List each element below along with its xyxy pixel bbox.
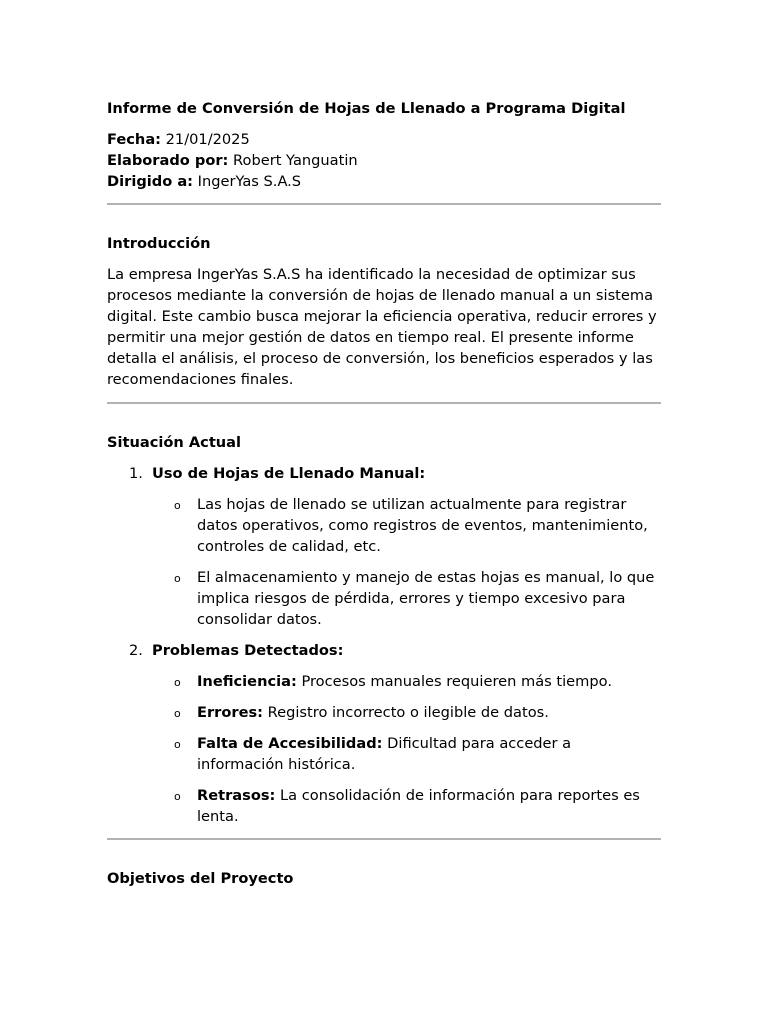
sub-list-item: [107, 494, 661, 557]
list-number: 2.: [129, 642, 143, 659]
sub-item-text: Procesos manuales requieren más tiempo.: [296, 673, 612, 690]
situation-list: [107, 463, 661, 827]
bullet-icon: o: [174, 676, 181, 689]
sub-item-bold: Errores:: [197, 704, 264, 721]
sub-list: [152, 494, 661, 630]
sub-list: [152, 671, 661, 827]
list-number: 1.: [129, 465, 143, 482]
list-item-label: Problemas Detectados:: [152, 642, 344, 659]
situation-item-problems: [107, 640, 661, 827]
sub-item-text: Registro incorrecto o ilegible de datos.: [263, 704, 549, 721]
sub-item-text: Las hojas de llenado se utilizan actualmente para registrar datos operativos, como registros de eventos, mantenimiento, controles de calidad, etc.: [197, 496, 648, 555]
meta-author-value: Robert Yanguatin: [228, 152, 358, 169]
sub-list-item: [107, 567, 661, 630]
sub-item-text: La consolidación de información para reportes es lenta.: [197, 787, 640, 825]
sub-item-text: El almacenamiento y manejo de estas hojas es manual, lo que implica riesgos de pérdida, errores y tiempo excesivo para consolidar datos.: [197, 569, 655, 628]
list-item-label: Uso de Hojas de Llenado Manual:: [152, 465, 426, 482]
section-divider: [107, 838, 661, 840]
meta-date-label: Fecha:: [107, 131, 161, 148]
meta-recipient-value: IngerYas S.A.S: [193, 173, 302, 190]
bullet-icon: o: [174, 738, 181, 751]
meta-recipient: [107, 171, 661, 192]
meta-recipient-label: Dirigido a:: [107, 173, 194, 190]
meta-author-label: Elaborado por:: [107, 152, 229, 169]
objectives-heading: Objetivos del Proyecto: [107, 870, 294, 887]
sub-list-item: [107, 671, 661, 692]
sub-item-text: Dificultad para acceder a información histórica.: [197, 735, 572, 773]
intro-paragraph: La empresa IngerYas S.A.S ha identificado la necesidad de optimizar sus procesos mediante la conversión de hojas de llenado manual a un sistema digital. Este cambio busca mejorar la eficiencia operativa, reducir errores y permitir una mejor gestión de datos en tiempo real. El presente informe detalla el análisis, el proceso de conversión, los beneficios esperados y las recomendaciones finales.: [107, 266, 657, 388]
bullet-icon: o: [174, 572, 181, 585]
document-content: [107, 98, 661, 889]
sub-item-bold: Falta de Accesibilidad:: [197, 735, 383, 752]
document-title: Informe de Conversión de Hojas de Llenado a Programa Digital: [107, 100, 626, 117]
meta-date-value: 21/01/2025: [161, 131, 250, 148]
bullet-icon: o: [174, 707, 181, 720]
meta-date: [107, 129, 661, 150]
sub-list-item: [107, 785, 661, 827]
section-divider: [107, 203, 661, 205]
sub-list-item: [107, 702, 661, 723]
sub-list-item: [107, 733, 661, 775]
situation-heading: Situación Actual: [107, 434, 242, 451]
sub-item-bold: Retrasos:: [197, 787, 276, 804]
sub-item-bold: Ineficiencia:: [197, 673, 297, 690]
situation-item-manual-sheets: [107, 463, 661, 630]
intro-heading: Introducción: [107, 235, 211, 252]
meta-author: [107, 150, 661, 171]
bullet-icon: o: [174, 790, 181, 803]
bullet-icon: o: [174, 499, 181, 512]
section-divider: [107, 402, 661, 404]
